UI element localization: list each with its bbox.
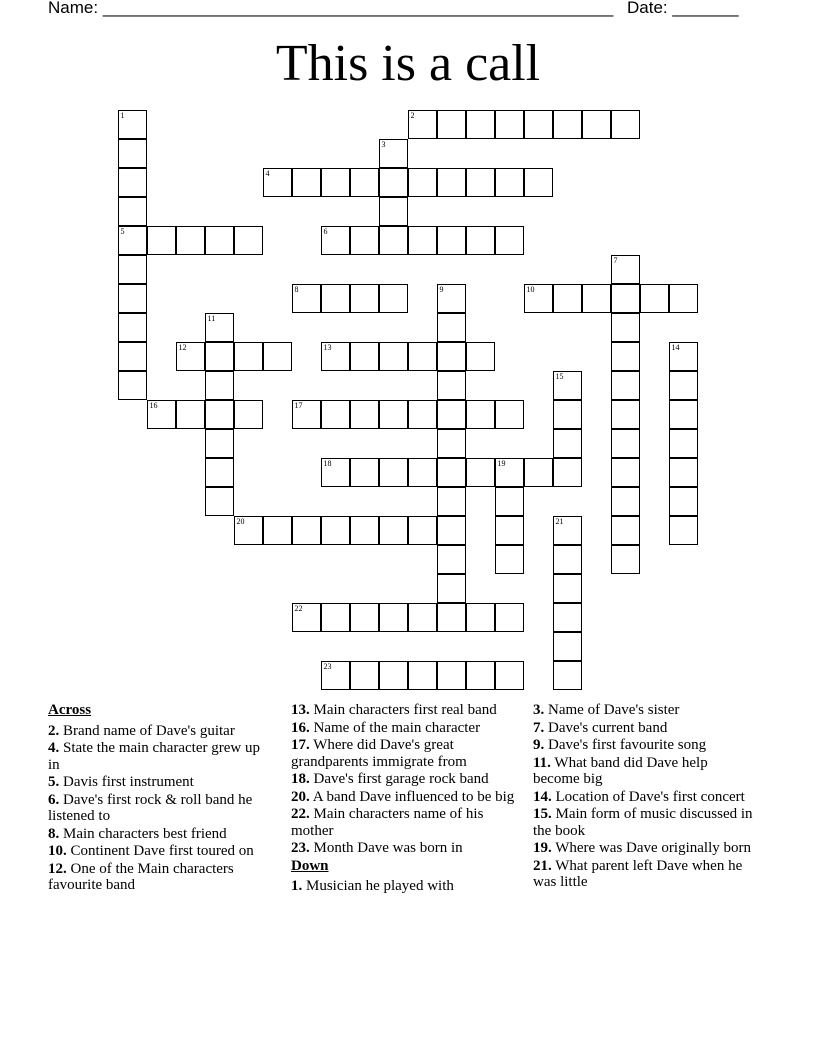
clue-item-number: 15. bbox=[533, 806, 552, 822]
grid-cell[interactable] bbox=[118, 313, 147, 342]
grid-cell[interactable] bbox=[205, 487, 234, 516]
name-line[interactable]: ______________________________________________________ bbox=[102, 0, 614, 17]
grid-cell[interactable] bbox=[669, 429, 698, 458]
clue-item-number: 11. bbox=[533, 754, 551, 771]
grid-cell[interactable] bbox=[524, 168, 553, 197]
grid-cell[interactable] bbox=[437, 226, 466, 255]
grid-cell[interactable] bbox=[437, 603, 466, 632]
clue-item-number: 12. bbox=[48, 860, 67, 877]
grid-cell[interactable] bbox=[408, 342, 437, 371]
grid-cell[interactable] bbox=[553, 603, 582, 632]
clue-item-number: 14. bbox=[533, 788, 552, 805]
grid-cell[interactable] bbox=[379, 226, 408, 255]
clue-number: 17 bbox=[294, 400, 303, 410]
grid-cell[interactable] bbox=[553, 574, 582, 603]
grid-cell[interactable] bbox=[205, 342, 234, 371]
grid-cell[interactable] bbox=[118, 139, 147, 168]
grid-cell[interactable] bbox=[118, 371, 147, 400]
grid-cell[interactable] bbox=[205, 226, 234, 255]
grid-cell[interactable] bbox=[118, 255, 147, 284]
clue-item bbox=[533, 840, 758, 857]
grid-cell[interactable] bbox=[553, 545, 582, 574]
grid-cell[interactable] bbox=[350, 400, 379, 429]
grid-cell[interactable] bbox=[495, 487, 524, 516]
clue-number: 23 bbox=[323, 661, 332, 671]
clue-item bbox=[48, 774, 273, 791]
clue-item-number: 13. bbox=[291, 702, 310, 718]
grid-cell[interactable] bbox=[379, 603, 408, 632]
grid-cell[interactable] bbox=[437, 168, 466, 197]
clue-item bbox=[291, 878, 516, 895]
grid-cell[interactable] bbox=[495, 226, 524, 255]
clue-item-text: What parent left Dave when he was little bbox=[533, 857, 743, 890]
clue-item-text: Main characters name of his mother bbox=[291, 806, 484, 839]
grid-cell[interactable] bbox=[553, 458, 582, 487]
clue-item-number: 4. bbox=[48, 740, 60, 756]
grid-cell[interactable] bbox=[379, 400, 408, 429]
grid-cell[interactable] bbox=[379, 661, 408, 690]
clue-number: 21 bbox=[555, 516, 564, 526]
grid-cell[interactable] bbox=[147, 400, 176, 429]
clue-item bbox=[291, 771, 516, 788]
grid-cell[interactable] bbox=[669, 516, 698, 545]
date-line[interactable]: _______ bbox=[672, 0, 739, 17]
grid-cell[interactable] bbox=[292, 400, 321, 429]
grid-cell[interactable] bbox=[379, 139, 408, 168]
clue-item bbox=[48, 740, 273, 773]
grid-cell[interactable] bbox=[524, 458, 553, 487]
grid-cell[interactable] bbox=[437, 661, 466, 690]
grid-cell[interactable] bbox=[611, 342, 640, 371]
grid-cell[interactable] bbox=[321, 603, 350, 632]
clue-item-number: 6. bbox=[48, 791, 60, 808]
grid-cell[interactable] bbox=[640, 284, 669, 313]
grid-cell[interactable] bbox=[379, 168, 408, 197]
grid-cell[interactable] bbox=[466, 168, 495, 197]
clue-item-number: 19. bbox=[533, 840, 552, 856]
clue-item bbox=[533, 789, 758, 806]
clue-number: 5 bbox=[120, 226, 125, 236]
clue-number: 10 bbox=[526, 284, 535, 294]
grid-cell[interactable] bbox=[437, 371, 466, 400]
clue-item bbox=[291, 806, 516, 839]
grid-cell[interactable] bbox=[437, 545, 466, 574]
grid-cell[interactable] bbox=[495, 603, 524, 632]
grid-cell[interactable] bbox=[495, 545, 524, 574]
grid-cell[interactable] bbox=[437, 429, 466, 458]
clue-item-number: 9. bbox=[533, 737, 545, 753]
clue-number: 15 bbox=[555, 371, 564, 381]
grid-cell[interactable] bbox=[176, 400, 205, 429]
grid-cell[interactable] bbox=[350, 168, 379, 197]
grid-cell[interactable] bbox=[205, 429, 234, 458]
grid-cell[interactable] bbox=[350, 342, 379, 371]
grid-cell[interactable] bbox=[611, 284, 640, 313]
grid-cell[interactable] bbox=[582, 284, 611, 313]
grid-cell[interactable] bbox=[553, 110, 582, 139]
grid-cell[interactable] bbox=[118, 197, 147, 226]
grid-cell[interactable] bbox=[118, 226, 147, 255]
grid-cell[interactable] bbox=[437, 574, 466, 603]
grid-cell[interactable] bbox=[611, 110, 640, 139]
clue-item-text: Where did Dave's great grandparents immigrate from bbox=[291, 737, 467, 770]
clue-item bbox=[533, 737, 758, 754]
clue-item-text: Brand name of Dave's guitar bbox=[63, 722, 235, 739]
grid-cell[interactable] bbox=[205, 313, 234, 342]
clue-item-text: Name of the main character bbox=[313, 719, 481, 736]
grid-cell[interactable] bbox=[524, 284, 553, 313]
clue-item bbox=[48, 826, 273, 843]
clue-item-text: Davis first instrument bbox=[63, 774, 194, 790]
clue-item-text: A band Dave influenced to be big bbox=[312, 788, 515, 805]
clue-number: 16 bbox=[149, 400, 158, 410]
grid-cell[interactable] bbox=[437, 342, 466, 371]
clue-item-text: Continent Dave first toured on bbox=[70, 843, 254, 859]
clue-number: 9 bbox=[439, 284, 444, 294]
grid-cell[interactable] bbox=[350, 458, 379, 487]
grid-cell[interactable] bbox=[495, 110, 524, 139]
grid-cell[interactable] bbox=[466, 342, 495, 371]
grid-cell[interactable] bbox=[553, 400, 582, 429]
grid-cell[interactable] bbox=[147, 226, 176, 255]
clue-item bbox=[291, 737, 516, 770]
grid-cell[interactable] bbox=[292, 168, 321, 197]
grid-cell[interactable] bbox=[466, 400, 495, 429]
grid-cell[interactable] bbox=[234, 516, 263, 545]
clue-item-number: 3. bbox=[533, 702, 545, 718]
clue-item bbox=[533, 806, 758, 839]
clue-item-number: 10. bbox=[48, 843, 67, 859]
grid-cell[interactable] bbox=[408, 661, 437, 690]
clue-number: 19 bbox=[497, 458, 506, 468]
grid-cell[interactable] bbox=[408, 458, 437, 487]
clue-item-text: Name of Dave's sister bbox=[548, 702, 680, 718]
grid-cell[interactable] bbox=[495, 400, 524, 429]
clue-number: 20 bbox=[236, 516, 245, 526]
clue-item bbox=[291, 702, 516, 719]
grid-cell[interactable] bbox=[118, 284, 147, 313]
grid-cell[interactable] bbox=[611, 400, 640, 429]
clue-number: 12 bbox=[178, 342, 187, 352]
clue-item-number: 1. bbox=[291, 878, 303, 894]
clue-item-text: What band did Dave help become big bbox=[533, 754, 708, 787]
grid-cell[interactable] bbox=[321, 400, 350, 429]
clue-item-number: 5. bbox=[48, 774, 60, 790]
clue-item bbox=[533, 858, 758, 891]
clue-item-text: Month Dave was born in bbox=[313, 840, 463, 856]
grid-cell[interactable] bbox=[321, 661, 350, 690]
clue-item bbox=[48, 843, 273, 860]
grid-cell[interactable] bbox=[437, 110, 466, 139]
grid-cell[interactable] bbox=[669, 371, 698, 400]
clue-item-number: 22. bbox=[291, 806, 310, 822]
grid-cell[interactable] bbox=[321, 168, 350, 197]
grid-cell[interactable] bbox=[408, 226, 437, 255]
grid-cell[interactable] bbox=[611, 313, 640, 342]
clue-number: 13 bbox=[323, 342, 332, 352]
grid-cell[interactable] bbox=[437, 313, 466, 342]
clue-item-number: 20. bbox=[291, 788, 310, 805]
grid-cell[interactable] bbox=[234, 226, 263, 255]
grid-cell[interactable] bbox=[292, 516, 321, 545]
clue-item-text: Main form of music discussed in the book bbox=[533, 806, 753, 839]
grid-cell[interactable] bbox=[466, 458, 495, 487]
grid-cell[interactable] bbox=[408, 400, 437, 429]
clue-item bbox=[533, 755, 758, 788]
clue-number: 4 bbox=[265, 168, 270, 178]
clue-item bbox=[291, 840, 516, 857]
clue-item-text: Location of Dave's first concert bbox=[555, 788, 745, 805]
grid-cell[interactable] bbox=[234, 342, 263, 371]
clue-item-number: 16. bbox=[291, 719, 310, 736]
grid-cell[interactable] bbox=[524, 110, 553, 139]
clue-item-text: State the main character grew up in bbox=[48, 740, 260, 773]
grid-cell[interactable] bbox=[321, 284, 350, 313]
grid-cell[interactable] bbox=[553, 284, 582, 313]
clue-number: 22 bbox=[294, 603, 303, 613]
clue-number: 1 bbox=[120, 110, 125, 120]
clue-number: 3 bbox=[381, 139, 386, 149]
grid-cell[interactable] bbox=[321, 516, 350, 545]
grid-cell[interactable] bbox=[205, 371, 234, 400]
clue-item-text: Dave's first garage rock band bbox=[313, 771, 489, 787]
grid-cell[interactable] bbox=[466, 226, 495, 255]
clue-number: 18 bbox=[323, 458, 332, 468]
grid-cell[interactable] bbox=[611, 429, 640, 458]
grid-cell[interactable] bbox=[611, 516, 640, 545]
grid-cell[interactable] bbox=[553, 516, 582, 545]
clue-item-text: Where was Dave originally born bbox=[555, 840, 751, 856]
grid-cell[interactable] bbox=[408, 110, 437, 139]
page-title: This is a call bbox=[275, 35, 541, 92]
grid-cell[interactable] bbox=[263, 168, 292, 197]
clue-number: 14 bbox=[671, 342, 680, 352]
grid-cell[interactable] bbox=[495, 516, 524, 545]
clue-item bbox=[48, 861, 273, 894]
grid-cell[interactable] bbox=[669, 342, 698, 371]
clue-item bbox=[291, 789, 516, 806]
grid-cell[interactable] bbox=[495, 168, 524, 197]
clue-item bbox=[291, 720, 516, 737]
clue-item bbox=[48, 792, 273, 825]
grid-cell[interactable] bbox=[611, 458, 640, 487]
grid-cell[interactable] bbox=[437, 284, 466, 313]
clue-column-3 bbox=[533, 702, 758, 892]
grid-cell[interactable] bbox=[611, 545, 640, 574]
grid-cell[interactable] bbox=[611, 255, 640, 284]
clue-item-text: Dave's current band bbox=[548, 719, 668, 736]
grid-cell[interactable] bbox=[495, 661, 524, 690]
clue-item-number: 8. bbox=[48, 825, 60, 842]
name-label: Name: bbox=[48, 0, 99, 17]
grid-cell[interactable] bbox=[437, 487, 466, 516]
grid-cell[interactable] bbox=[234, 400, 263, 429]
grid-cell[interactable] bbox=[350, 516, 379, 545]
clue-item-number: 2. bbox=[48, 722, 60, 739]
grid-cell[interactable] bbox=[379, 342, 408, 371]
clue-item-number: 23. bbox=[291, 840, 310, 856]
grid-cell[interactable] bbox=[611, 371, 640, 400]
grid-cell[interactable] bbox=[379, 516, 408, 545]
clue-item-number: 21. bbox=[533, 857, 552, 874]
clue-item bbox=[533, 702, 758, 719]
grid-cell[interactable] bbox=[176, 342, 205, 371]
grid-cell[interactable] bbox=[669, 487, 698, 516]
grid-cell[interactable] bbox=[669, 458, 698, 487]
grid-cell[interactable] bbox=[437, 516, 466, 545]
grid-cell[interactable] bbox=[408, 168, 437, 197]
grid-cell[interactable] bbox=[408, 603, 437, 632]
grid-cell[interactable] bbox=[379, 458, 408, 487]
grid-cell[interactable] bbox=[321, 226, 350, 255]
grid-cell[interactable] bbox=[669, 284, 698, 313]
grid-cell[interactable] bbox=[350, 284, 379, 313]
grid-cell[interactable] bbox=[466, 110, 495, 139]
grid-cell[interactable] bbox=[118, 110, 147, 139]
clue-item-text: Main characters first real band bbox=[313, 702, 497, 718]
grid-cell[interactable] bbox=[553, 661, 582, 690]
grid-cell[interactable] bbox=[408, 516, 437, 545]
clue-item bbox=[533, 720, 758, 737]
grid-cell[interactable] bbox=[582, 110, 611, 139]
grid-cell[interactable] bbox=[611, 487, 640, 516]
grid-cell[interactable] bbox=[350, 226, 379, 255]
clue-number: 11 bbox=[207, 313, 216, 323]
clue-item-text: Musician he played with bbox=[306, 878, 454, 894]
grid-cell[interactable] bbox=[321, 458, 350, 487]
grid-cell[interactable] bbox=[321, 342, 350, 371]
clue-section-heading: Across bbox=[48, 702, 92, 718]
clue-item bbox=[48, 723, 273, 740]
clue-column-2 bbox=[291, 702, 516, 896]
grid-cell[interactable] bbox=[350, 661, 379, 690]
date-label: Date: bbox=[627, 0, 668, 17]
grid-cell[interactable] bbox=[350, 603, 379, 632]
grid-cell[interactable] bbox=[176, 226, 205, 255]
grid-cell[interactable] bbox=[553, 429, 582, 458]
clue-number: 2 bbox=[410, 110, 415, 120]
grid-cell[interactable] bbox=[495, 458, 524, 487]
grid-cell[interactable] bbox=[437, 400, 466, 429]
grid-cell[interactable] bbox=[466, 603, 495, 632]
clue-item-text: Main characters best friend bbox=[63, 825, 227, 842]
grid-cell[interactable] bbox=[437, 458, 466, 487]
grid-cell[interactable] bbox=[466, 661, 495, 690]
grid-cell[interactable] bbox=[669, 400, 698, 429]
clue-item-text: One of the Main characters favourite band bbox=[48, 860, 234, 893]
grid-cell[interactable] bbox=[263, 342, 292, 371]
grid-cell[interactable] bbox=[292, 603, 321, 632]
clue-item-number: 18. bbox=[291, 771, 310, 787]
grid-cell[interactable] bbox=[118, 342, 147, 371]
grid-cell[interactable] bbox=[205, 400, 234, 429]
grid-cell[interactable] bbox=[292, 284, 321, 313]
grid-cell[interactable] bbox=[379, 197, 408, 226]
clue-item-text: Dave's first favourite song bbox=[548, 737, 707, 753]
clue-item-number: 17. bbox=[291, 737, 310, 753]
clue-number: 7 bbox=[613, 255, 618, 265]
grid-cell[interactable] bbox=[553, 632, 582, 661]
grid-cell[interactable] bbox=[118, 168, 147, 197]
grid-cell[interactable] bbox=[205, 458, 234, 487]
clue-column-1 bbox=[48, 702, 273, 895]
grid-cell[interactable] bbox=[263, 516, 292, 545]
clue-item-text: Dave's first rock & roll band he listened to bbox=[48, 791, 253, 824]
clue-number: 6 bbox=[323, 226, 328, 236]
clue-number: 8 bbox=[294, 284, 299, 294]
clue-item-number: 7. bbox=[533, 719, 545, 736]
grid-cell[interactable] bbox=[553, 371, 582, 400]
grid-cell[interactable] bbox=[379, 284, 408, 313]
clue-section-heading: Down bbox=[291, 857, 329, 874]
